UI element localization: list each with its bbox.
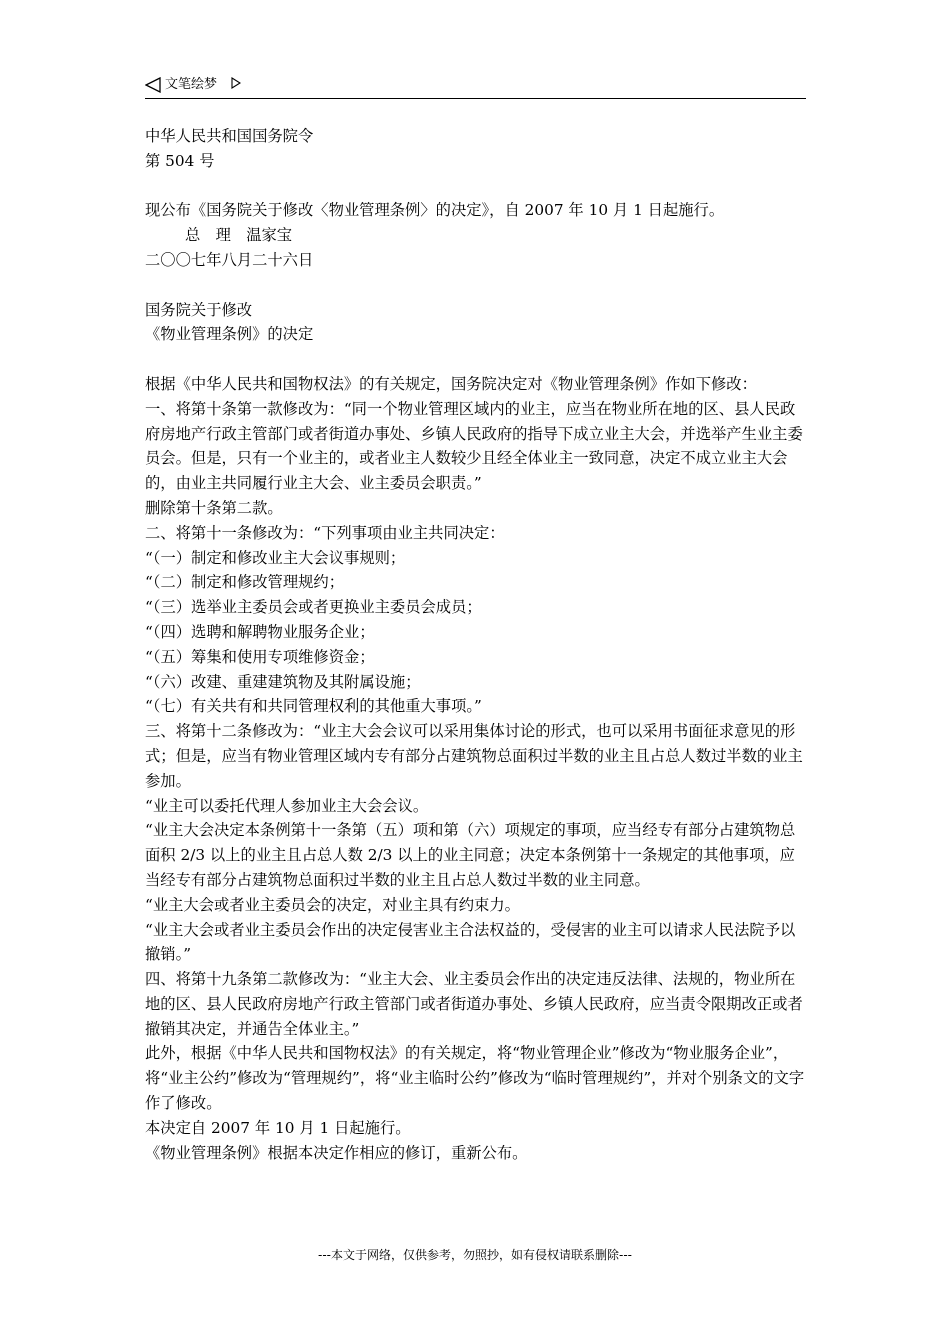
list-item: “（七）有关共有和共同管理权利的其他重大事项。”	[145, 697, 482, 716]
decision-title: 国务院关于修改	[145, 300, 253, 319]
order-number: 第 504 号	[145, 151, 215, 170]
page-header	[145, 72, 806, 99]
paragraph: 本决定自 2007 年 10 月 1 日起施行。	[145, 1118, 411, 1137]
list-item: “（四）选聘和解聘物业服务企业；	[145, 622, 375, 641]
paragraph: 此外，根据《中华人民共和国物权法》的有关规定，将“物业管理企业”修改为“物业服务企业”，将“业主公约”修改为“管理规约”，将“业主临时公约”修改为“临时管理规约”，并对个别条文的文字作了修改。	[145, 1044, 805, 1113]
paragraph: 删除第十条第二款。	[145, 498, 283, 517]
list-item: “（三）选举业主委员会或者更换业主委员会成员；	[145, 598, 482, 617]
paragraph: “业主可以委托代理人参加业主大会会议。	[145, 796, 429, 815]
paragraph: “业主大会或者业主委员会作出的决定侵害业主合法权益的，受侵害的业主可以请求人民法院予以撤销。”	[145, 920, 796, 964]
paragraph: 四、将第十九条第二款修改为：“业主大会、业主委员会作出的决定违反法律、法规的，物业所在地的区、县人民政府房地产行政主管部门或者街道办事处、乡镇人民政府，应当责令限期改正或者撤销其决定，并通告全体业主。”	[145, 970, 803, 1038]
paragraph: 根据《中华人民共和国物权法》的有关规定，国务院决定对《物业管理条例》作如下修改：	[145, 374, 757, 393]
list-item: “（六）改建、重建建筑物及其附属设施；	[145, 672, 421, 691]
footer-notice: ---本文于网络，仅供参考，勿照抄，如有侵权请联系删除---	[318, 1248, 632, 1262]
brand-name: 文笔绘梦	[165, 77, 218, 92]
paragraph: 三、将第十二条修改为：“业主大会会议可以采用集体讨论的形式，也可以采用书面征求意见的形式；但是，应当有物业管理区域内专有部分占建筑物总面积过半数的业主且占总人数过半数的业主参加。	[145, 722, 803, 790]
signatory: 总 理 温家宝	[185, 226, 293, 245]
order-title: 中华人民共和国国务院令	[145, 127, 314, 145]
right-triangle-icon	[231, 77, 241, 89]
issue-date: 二〇〇七年八月二十六日	[145, 250, 314, 269]
list-item: “（二）制定和修改管理规约；	[145, 573, 345, 592]
announcement: 现公布《国务院关于修改〈物业管理条例〉的决定》，自 2007 年 10 月 1 日起施行。	[145, 201, 725, 220]
paragraph: 一、将第十条第一款修改为：“同一个物业管理区域内的业主，应当在物业所在地的区、县人民政府房地产行政主管部门或者街道办事处、乡镇人民政府的指导下成立业主大会，并选举产生业主委员会。但是，只有一个业主的，或者业主人数较少且经全体业主一致同意，决定不成立业主大会的，由业主共同履行业主大会、业主委员会职责。”	[145, 399, 803, 493]
paragraph: 二、将第十一条修改为：“下列事项由业主共同决定：	[145, 523, 505, 542]
decision-title-subtitle: 《物业管理条例》的决定	[145, 325, 314, 344]
paragraph: 《物业管理条例》根据本决定作相应的修订，重新公布。	[145, 1143, 528, 1162]
left-triangle-icon	[145, 77, 161, 93]
list-item: “（五）筹集和使用专项维修资金；	[145, 647, 375, 666]
list-item: “（一）制定和修改业主大会议事规则；	[145, 548, 406, 567]
paragraph: “业主大会或者业主委员会的决定，对业主具有约束力。	[145, 895, 520, 914]
document-body	[145, 124, 808, 1165]
paragraph: “业主大会决定本条例第十一条第（五）项和第（六）项规定的事项，应当经专有部分占建筑物总面积 2/3 以上的业主且占总人数 2/3 以上的业主同意；决定本条例第十一条规定的其他事项，应当经专有部分占建筑物总面积过半数的业主且占总人数过半数的业主同意。	[145, 821, 796, 889]
